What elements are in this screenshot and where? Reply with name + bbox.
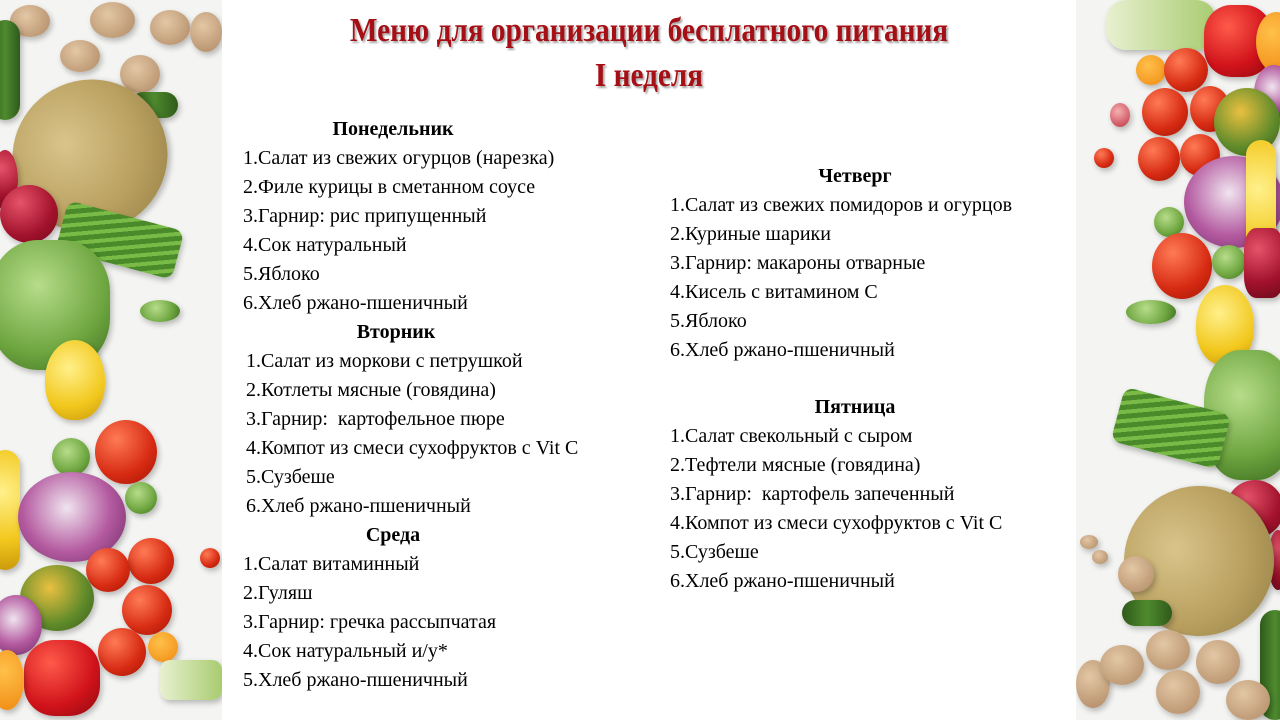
red-pepper-icon: [24, 640, 100, 716]
menu-item: 2.Тефтели мясные (говядина): [670, 454, 921, 476]
menu-item: 4.Сок натуральный: [243, 234, 407, 256]
menu-item: 1.Салат витаминный: [243, 553, 420, 575]
cucumber-icon: [1122, 600, 1172, 626]
day-title: Четверг: [818, 165, 892, 187]
yellow-tomato-icon: [148, 632, 178, 662]
tomato-icon: [98, 628, 146, 676]
menu-item: 1.Салат из свежих огурцов (нарезка): [243, 147, 555, 169]
day-title: Среда: [365, 524, 421, 546]
day-title: Пятница: [814, 396, 896, 418]
menu-item: 5.Хлеб ржано-пшеничный: [243, 669, 468, 691]
menu-column-left: [243, 115, 633, 695]
menu-item: 5.Яблоко: [243, 263, 320, 285]
menu-item: 2.Филе курицы в сметанном соусе: [243, 176, 536, 198]
menu-item: 6.Хлеб ржано-пшеничный: [670, 339, 895, 361]
menu-item: 5.Сузбеше: [670, 541, 759, 563]
tomato-icon: [1152, 233, 1212, 299]
menu-item: 6.Хлеб ржано-пшеничный: [246, 495, 471, 517]
mushroom-icon: [1100, 645, 1144, 685]
menu-item: 1.Салат свекольный с сыром: [670, 425, 913, 447]
menu-item: 2.Гуляш: [243, 582, 313, 604]
day-title: Вторник: [356, 321, 436, 343]
vegetables-image-right: [1076, 0, 1280, 720]
mushroom-icon: [1118, 556, 1154, 592]
menu-item: 5.Сузбеше: [246, 466, 335, 488]
squash-icon: [45, 340, 105, 420]
menu-item: 4.Кисель с витамином С: [670, 281, 878, 303]
menu-item: 3.Гарнир: картофельное пюре: [246, 408, 505, 430]
mushroom-icon: [1146, 630, 1190, 670]
fennel-icon: [160, 660, 222, 700]
mushroom-icon: [90, 2, 135, 38]
orange-pumpkin-icon: [0, 650, 24, 710]
day-wednesday: [243, 521, 633, 695]
mushroom-icon: [1226, 680, 1270, 720]
mushroom-icon: [190, 12, 222, 52]
menu-item: 4.Сок натуральный и/у*: [243, 640, 448, 662]
beet-icon: [1244, 228, 1280, 298]
menu-item: 2.Котлеты мясные (говядина): [246, 379, 496, 401]
hazelnut-icon: [1092, 550, 1108, 564]
mushroom-icon: [60, 40, 100, 72]
day-monday: [243, 115, 633, 318]
menu-item: 4.Компот из смеси сухофруктов с Vit C: [246, 437, 579, 459]
tomato-icon: [128, 538, 174, 584]
cucumber-icon: [0, 20, 20, 120]
mushroom-icon: [1196, 640, 1240, 684]
menu-item: 4.Компот из смеси сухофруктов с Vit C: [670, 512, 1003, 534]
green-tomato-icon: [52, 438, 90, 476]
title-line-2: I неделя: [594, 57, 704, 94]
menu-item: 1.Салат из моркови с петрушкой: [246, 350, 523, 372]
menu-item: 3.Гарнир: рис припущенный: [243, 205, 487, 227]
yellow-tomato-icon: [1136, 55, 1166, 85]
menu-item: 3.Гарнир: картофель запеченный: [670, 483, 955, 505]
vegetables-image-left: [0, 0, 222, 720]
cherry-tomato-icon: [1094, 148, 1114, 168]
tomato-icon: [86, 548, 130, 592]
hazelnut-icon: [1080, 535, 1098, 549]
apple-icon: [0, 185, 58, 243]
menu-item: 6.Хлеб ржано-пшеничный: [670, 570, 895, 592]
day-title: Понедельник: [332, 118, 454, 140]
menu-item: 5.Яблоко: [670, 310, 747, 332]
tomato-icon: [1138, 137, 1180, 181]
menu-item: 3.Гарнир: макароны отварные: [670, 252, 926, 274]
page-title: [282, 8, 1016, 98]
mushroom-icon: [1156, 670, 1200, 714]
menu-item: 3.Гарнир: гречка рассыпчатая: [243, 611, 497, 633]
day-friday: [670, 393, 1070, 596]
tomato-icon: [122, 585, 172, 635]
leaf-icon: [1126, 300, 1176, 324]
menu-item: 1.Салат из свежих помидоров и огурцов: [670, 194, 1013, 216]
tomato-icon: [95, 420, 157, 484]
menu-item: 2.Куриные шарики: [670, 223, 831, 245]
tomato-icon: [1142, 88, 1188, 136]
day-tuesday: [243, 318, 633, 521]
cherry-tomato-icon: [200, 548, 220, 568]
mushroom-icon: [150, 10, 190, 45]
menu-column-right: [670, 162, 1070, 596]
fennel-icon: [1106, 0, 1216, 50]
tomato-icon: [1164, 48, 1208, 92]
title-line-1: Меню для организации бесплатного питания: [349, 12, 949, 49]
day-thursday: [670, 162, 1070, 365]
green-tomato-icon: [125, 482, 157, 514]
green-tomato-icon: [1212, 245, 1246, 279]
leaf-icon: [140, 300, 180, 322]
shallot-icon: [1110, 103, 1130, 127]
menu-item: 6.Хлеб ржано-пшеничный: [243, 292, 468, 314]
zucchini-icon: [0, 450, 20, 570]
